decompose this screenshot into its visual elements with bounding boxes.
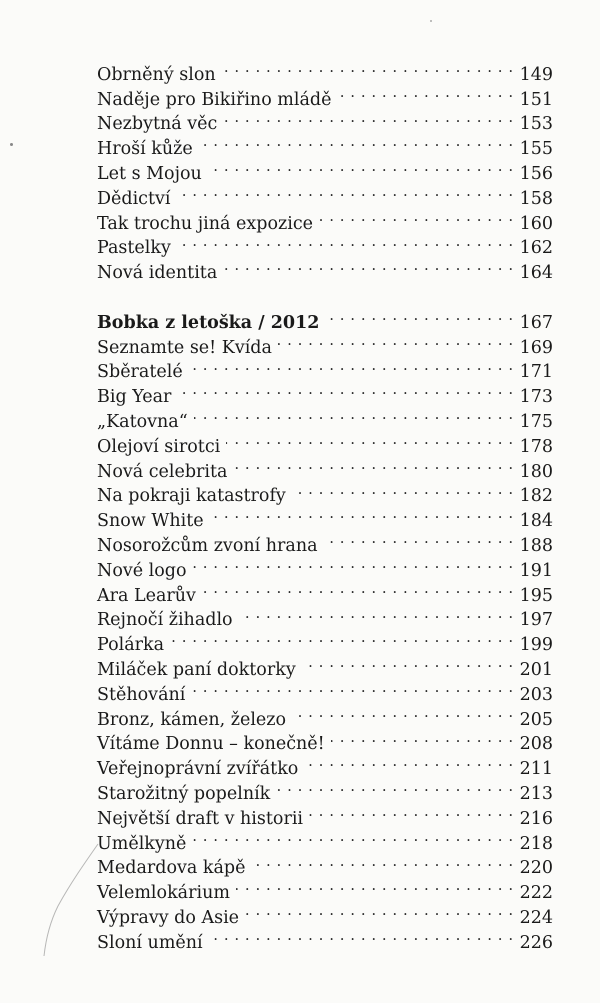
dot-leader	[236, 873, 514, 898]
toc-entry-title: Vítáme Donnu – konečně!	[97, 734, 325, 755]
toc-page-number: 155	[519, 139, 553, 160]
toc-page-number: 175	[519, 411, 553, 432]
dot-leader	[177, 377, 513, 402]
dot-leader	[210, 501, 514, 526]
toc-page-number: 162	[519, 238, 553, 259]
toc-entry-title: Let s Mojou	[97, 163, 202, 184]
toc-page-number: 191	[519, 560, 553, 581]
toc-list-part2	[97, 303, 553, 953]
toc-entry-title: Ara Learův	[97, 585, 196, 606]
speck-mark	[10, 143, 13, 146]
dot-leader	[302, 650, 514, 675]
toc-page-number: 201	[519, 659, 553, 680]
dot-leader	[319, 204, 514, 229]
toc-entry-title: Medardova kápě	[97, 858, 246, 879]
dot-leader	[304, 749, 513, 774]
toc-page-number: 184	[519, 511, 553, 532]
toc-entry-title: Stěhování	[97, 684, 186, 705]
toc-page-number: 173	[519, 387, 553, 408]
toc-page-number: 222	[519, 883, 553, 904]
dot-leader	[223, 253, 513, 278]
toc-entry-title: Snow White	[97, 511, 204, 532]
dot-leader	[226, 427, 513, 452]
toc-entry-title: Nová celebrita	[97, 461, 228, 482]
dot-leader	[202, 576, 514, 601]
toc-page-number: 224	[519, 907, 553, 928]
toc-page-number: 182	[519, 486, 553, 507]
toc-page-number: 216	[519, 808, 553, 829]
toc-entry-title: Starožitný popelník	[97, 783, 271, 804]
dot-leader	[223, 105, 513, 130]
dot-leader	[192, 824, 513, 849]
toc-page-number: 171	[519, 362, 553, 383]
toc-entry-title: Veřejnoprávní zvířátko	[97, 759, 299, 780]
dot-leader	[209, 923, 514, 948]
toc-entry-title: Dědictví	[97, 188, 171, 209]
toc-page-number: 178	[519, 436, 553, 457]
dot-leader	[199, 129, 514, 154]
toc-entry-title: Naděje pro Bikiřino mládě	[97, 89, 332, 110]
toc-entry-title: Sloní umění	[97, 932, 203, 953]
dot-leader	[276, 774, 513, 799]
dot-leader	[170, 625, 514, 650]
toc-page-number: 188	[519, 535, 553, 556]
dot-leader	[324, 526, 514, 551]
toc-entry-title: Největší draft v historii	[97, 808, 304, 829]
toc-page-number: 167	[519, 312, 553, 333]
dot-leader	[292, 700, 514, 725]
toc-page-number: 197	[519, 610, 553, 631]
dot-leader	[325, 303, 513, 328]
toc-entry-title: Polárka	[97, 635, 165, 656]
toc-entry-title: Tak trochu jiná expozice	[97, 213, 313, 234]
toc-page-number: 180	[519, 461, 553, 482]
toc-page-number: 169	[519, 337, 553, 358]
toc-page-number: 195	[519, 585, 553, 606]
toc-page-number: 153	[519, 114, 553, 135]
toc-entry-title: Obrněný slon	[97, 64, 216, 85]
toc-entry-title: Nové logo	[97, 560, 187, 581]
toc-entry-title: Výpravy do Asie	[97, 907, 240, 928]
toc-entry-title: Olejoví sirotci	[97, 436, 221, 457]
dot-leader	[177, 229, 514, 254]
dot-leader	[191, 675, 513, 700]
dot-leader	[208, 154, 514, 179]
dot-leader	[245, 898, 514, 923]
toc-page-number: 218	[519, 833, 553, 854]
dot-leader	[193, 551, 514, 576]
toc-page-number: 199	[519, 635, 553, 656]
dot-leader	[252, 849, 514, 874]
toc-entry-title: Nosorožcům zvoní hrana	[97, 535, 318, 556]
toc-entry-title: Hroší kůže	[97, 139, 193, 160]
toc-page-number: 149	[519, 64, 553, 85]
dot-leader	[309, 799, 514, 824]
toc-page-number: 156	[519, 163, 553, 184]
dot-leader	[222, 55, 514, 80]
dot-leader	[278, 328, 514, 353]
toc-entry-title: Pastelky	[97, 238, 171, 259]
toc-entry-title: Sběratelé	[97, 362, 183, 383]
toc-page-number: 160	[519, 213, 553, 234]
dot-leader	[292, 477, 514, 502]
toc-entry-title: Nová identita	[97, 263, 218, 284]
dot-leader	[233, 452, 513, 477]
toc-entry-title: Seznamte se! Kvída	[97, 337, 272, 358]
speck-mark	[430, 20, 432, 22]
section-heading	[97, 303, 553, 333]
dot-leader	[177, 179, 514, 204]
toc-page-number: 208	[519, 734, 553, 755]
toc-entry-title: Velemlokárium	[97, 883, 230, 904]
toc-page-number: 203	[519, 684, 553, 705]
toc-entry-title: Rejnočí žihadlo	[97, 610, 233, 631]
toc-entry-title: Bronz, kámen, železo	[97, 709, 287, 730]
toc-page-number: 151	[519, 89, 553, 110]
toc-entry	[97, 650, 553, 680]
toc-entry-title: Big Year	[97, 387, 172, 408]
toc-page-number: 213	[519, 783, 553, 804]
toc-page-number: 205	[519, 709, 553, 730]
toc-page-number: 220	[519, 858, 553, 879]
section-title: Bobka z letoška / 2012	[97, 312, 320, 333]
toc-entry-title: Miláček paní doktorky	[97, 659, 296, 680]
toc-page-number: 211	[519, 759, 553, 780]
toc-page-number: 164	[519, 263, 553, 284]
toc-page-number: 158	[519, 188, 553, 209]
toc-entry-title: „Katovna“	[97, 411, 188, 432]
dot-leader	[239, 601, 514, 626]
dot-leader	[189, 353, 514, 378]
dot-leader	[194, 402, 514, 427]
toc-entry-title: Umělkyně	[97, 833, 187, 854]
toc-list-part1	[97, 55, 553, 284]
dot-leader	[338, 80, 514, 105]
toc-entry-title: Nezbytná věc	[97, 114, 218, 135]
dot-leader	[331, 725, 514, 750]
toc-page-number: 226	[519, 932, 553, 953]
toc-entry	[97, 55, 553, 85]
toc-entry-title: Na pokraji katastrofy	[97, 486, 286, 507]
